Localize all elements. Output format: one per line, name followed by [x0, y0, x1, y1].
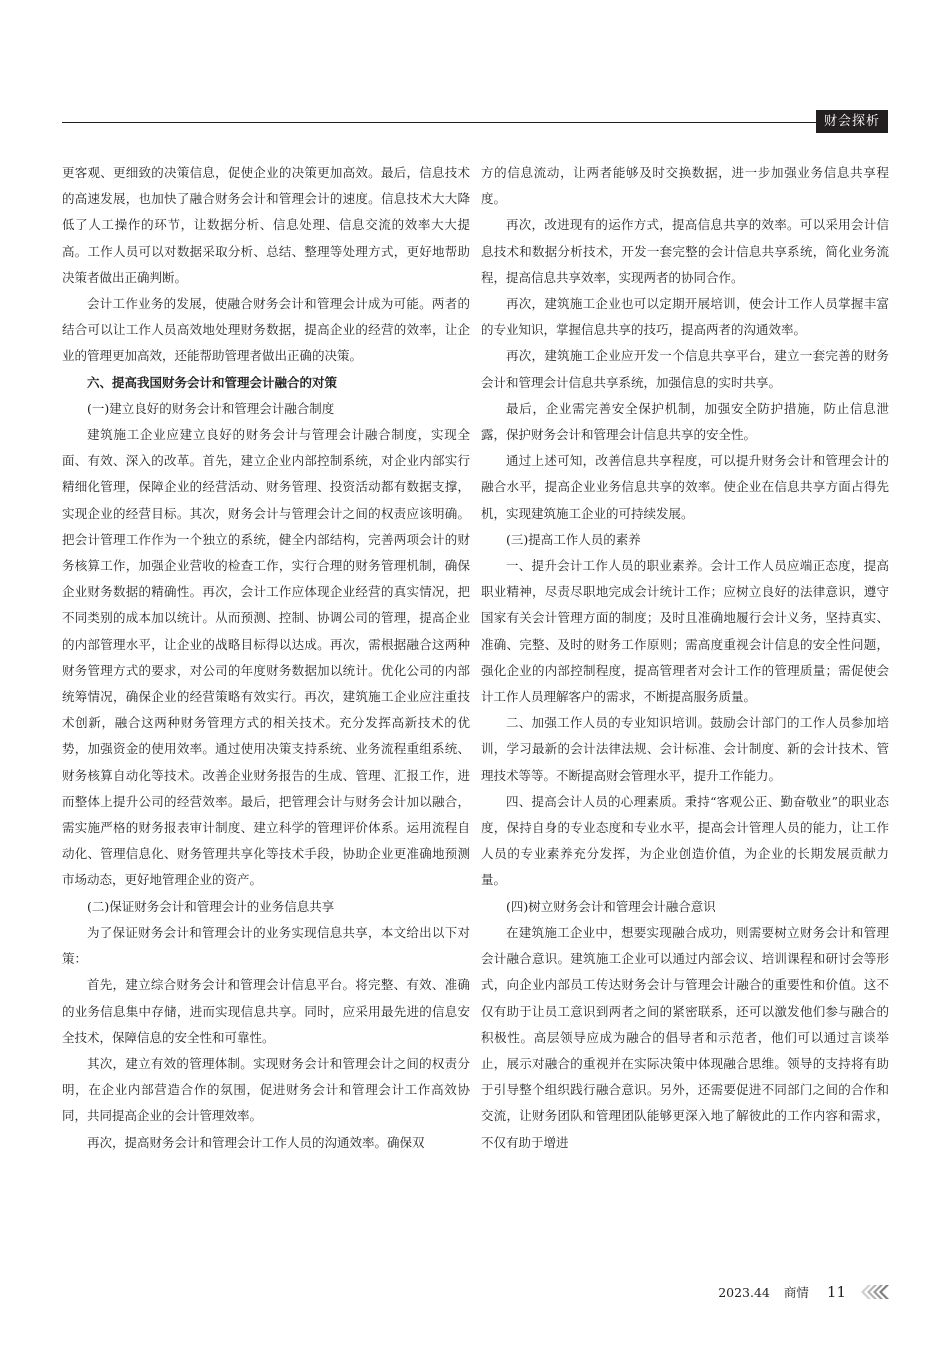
right-paragraph-4: 再次，建筑施工企业应开发一个信息共享平台，建立一套完善的财务会计和管理会计信息共享系统，加强信息的实时共享。	[481, 348, 889, 390]
subsection-heading-3: (三)提高工作人员的素养	[506, 531, 641, 547]
right-paragraph-5: 最后，企业需完善安全保护机制，加强安全防护措施，防止信息泄露，保护财务会计和管理会计信息共享的安全性。	[481, 400, 889, 443]
section-tag: 财会探析	[816, 110, 888, 133]
left-paragraph-1: 更客观、更细致的决策信息，促使企业的决策更加高效。最后，信息技术的高速发展，也加快了融合财务会计和管理会计的速度。信息技术大大降低了人工操作的环节，让数据分析、信息处理、信息交流的效率大大提高。工作人员可以对数据采取分析、总结、整理等处理方式，更好地帮助决策者做出正确判断。	[62, 165, 470, 285]
journal-name: 商情	[783, 1285, 809, 1300]
right-paragraph-1: 方的信息流动，让两者能够及时交换数据，进一步加强业务信息共享程度。	[481, 165, 889, 207]
chevron-arrows-icon	[860, 1284, 890, 1300]
left-paragraph-2: 会计工作业务的发展，使融合财务会计和管理会计成为可能。两者的结合可以让工作人员高效地处理财务数据，提高企业的经营的效率，让企业的管理更加高效，还能帮助管理者做出正确的决策。	[62, 296, 470, 364]
left-paragraph-7: 再次，提高财务会计和管理会计工作人员的沟通效率。确保双	[87, 1134, 425, 1150]
right-paragraph-10: 在建筑施工企业中，想要实现融合成功，则需要树立财务会计和管理会计融合意识。建筑施工企业可以通过内部会议、培训课程和研讨会等形式，向企业内部员工传达财务会计与管理会计融合的重要性和价值。这不仅有助于让员工意识到两者之间的紧密联系，还可以激发他们参与融合的积极性。高层领导应成为融合的倡导者和示范者，他们可以通过言谈举止，展示对融合的重视并在实际决策中体现融合思维。领导的支持将有助于引导整个组织践行融合意识。另外，还需要促进不同部门之间的合作和交流，让财务团队和管理团队能够更深入地了解彼此的工作内容和需求，不仅有助于增进	[481, 924, 889, 1150]
right-column	[481, 160, 889, 1156]
subsection-heading-2: (二)保证财务会计和管理会计的业务信息共享	[87, 898, 335, 914]
right-paragraph-6: 通过上述可知，改善信息共享程度，可以提升财务会计和管理会计的融合水平，提高企业业务信息共享的效率。使企业在信息共享方面占得先机，实现建筑施工企业的可持续发展。	[481, 453, 889, 521]
subsection-heading-4: (四)树立财务会计和管理会计融合意识	[506, 898, 716, 914]
header-rule	[62, 122, 888, 123]
section-heading: 六、提高我国财务会计和管理会计融合的对策	[87, 374, 338, 390]
left-paragraph-6: 其次，建立有效的管理体制。实现财务会计和管理会计之间的权责分明，在企业内部营造合作的氛围，促进财务会计和管理会计工作高效协同，共同提高企业的会计管理效率。	[62, 1055, 470, 1124]
page-footer	[718, 1281, 890, 1303]
page-number: 11	[826, 1283, 846, 1301]
right-paragraph-7: 一、提升会计工作人员的职业素养。会计工作人员应端正态度，提高职业精神，尽责尽职地完成会计统计工作；应树立良好的法律意识，遵守国家有关会计管理方面的制度；及时且准确地履行会计义务，坚持真实、准确、完整、及时的财务工作原则；需高度重视会计信息的安全性问题，强化企业的内部控制程度，提高管理者对会计工作的管理质量；需促使会计工作人员理解客户的需求，不断提高服务质量。	[481, 558, 889, 705]
right-paragraph-9: 四、提高会计人员的心理素质。秉持“客观公正、勤奋敬业”的职业态度，保持自身的专业态度和专业水平，提高会计管理人员的能力，让工作人员的专业素养充分发挥，为企业创造价值，为企业的长期发展贡献力量。	[481, 793, 889, 888]
right-paragraph-3: 再次，建筑施工企业也可以定期开展培训，使会计工作人员掌握丰富的专业知识，掌握信息共享的技巧，提高两者的沟通效率。	[481, 296, 889, 338]
left-paragraph-3: 建筑施工企业应建立良好的财务会计与管理会计融合制度，实现全面、有效、深入的改革。首先，建立企业内部控制系统，对企业内部实行精细化管理，保障企业的经营活动、财务管理、投资活动都有数据支撑，实现企业的经营目标。其次，财务会计与管理会计之间的权责应该明确。把会计管理工作作为一个独立的系统，健全内部结构，完善两项会计的财务核算工作，加强企业营收的检查工作，实行合理的财务管理机制，确保企业财务数据的精确性。再次，会计工作应体现企业经营的真实情况，把不同类别的成本加以统计。从而预测、控制、协调公司的管理，提高企业的内部管理水平，让企业的战略目标得以达成。再次，需根据融合这两种财务管理方式的要求，对公司的年度财务数据加以统计。优化公司的内部统筹情况，确保企业的经营策略有效实行。再次，建筑施工企业应注重技术创新，融合这两种财务管理方式的相关技术。充分发挥高新技术的优势，加强资金的使用效率。通过使用决策支持系统、业务流程重组系统、财务核算自动化等技术。改善企业财务报告的生成、管理、汇报工作，进而整体上提升公司的经营效率。最后，把管理会计与财务会计加以融合，需实施严格的财务报表审计制度、建立科学的管理评价体系。运用流程自动化、管理信息化、财务管理共享化等技术手段，协助企业更准确地预测市场动态，更好地管理企业的资产。	[62, 427, 470, 888]
right-paragraph-2: 再次，改进现有的运作方式，提高信息共享的效率。可以采用会计信息技术和数据分析技术，开发一套完整的会计信息共享系统，简化业务流程，提高信息共享效率，实现两者的协同合作。	[481, 217, 889, 285]
left-column	[62, 160, 470, 1156]
left-paragraph-4: 为了保证财务会计和管理会计的业务实现信息共享，本文给出以下对策：	[62, 924, 470, 967]
right-paragraph-8: 二、加强工作人员的专业知识培训。鼓励会计部门的工作人员参加培训，学习最新的会计法律法规、会计标准、会计制度、新的会计技术、管理技术等等。不断提高财会管理水平，提升工作能力。	[481, 715, 889, 783]
issue-number: 2023.44	[718, 1284, 770, 1300]
subsection-heading-1: (一)建立良好的财务会计和管理会计融合制度	[87, 400, 335, 416]
left-paragraph-5: 首先，建立综合财务会计和管理会计信息平台。将完整、有效、准确的业务信息集中存储，进而实现信息共享。同时，应采用最先进的信息安全技术，保障信息的安全性和可靠性。	[62, 977, 470, 1045]
